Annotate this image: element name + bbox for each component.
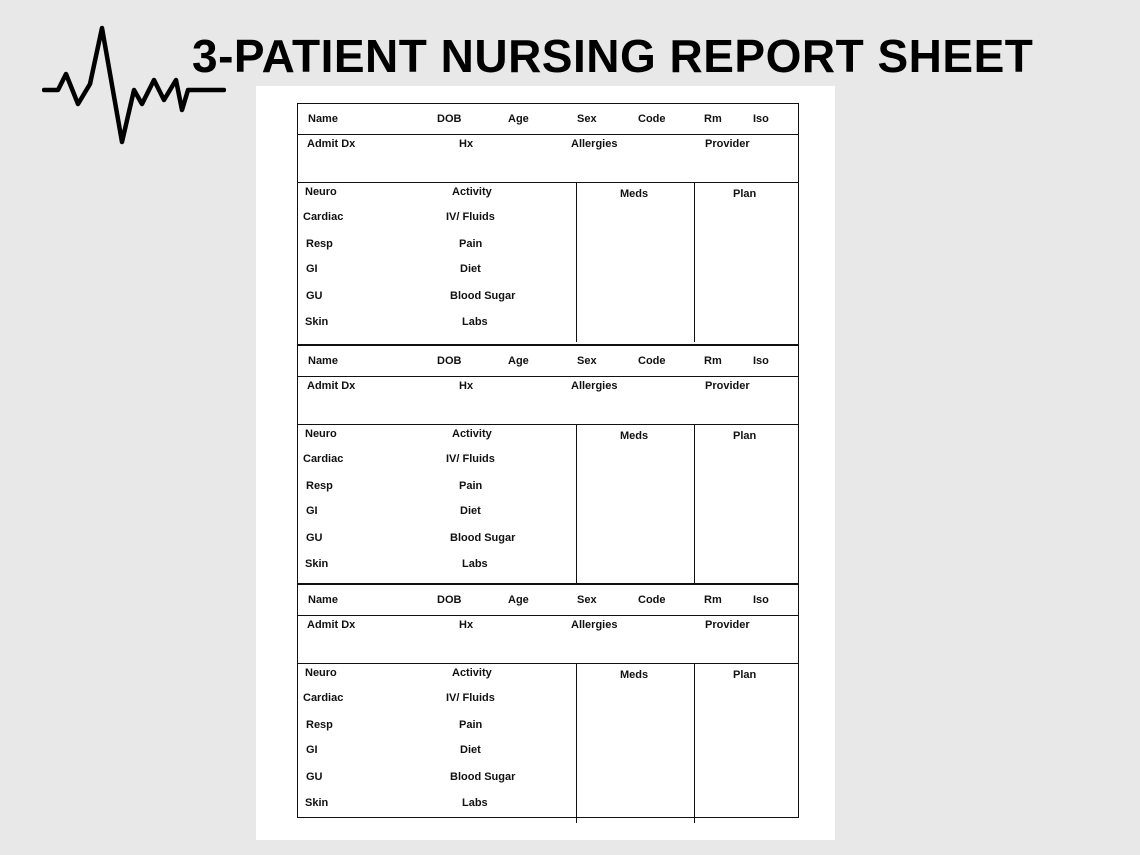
admit-dx-label: Admit Dx [307,619,356,631]
labs-label: Labs [462,316,488,328]
diet-label: Diet [460,263,481,275]
page-title: 3-PATIENT NURSING REPORT SHEET [192,30,1034,82]
cardiac-label: Cardiac [303,692,344,704]
plan-label: Plan [733,430,757,442]
meds-divider [576,183,577,342]
admit-dx-label: Admit Dx [307,138,356,150]
gu-label: GU [306,771,323,783]
resp-label: Resp [306,238,333,250]
sex-label: Sex [577,355,597,367]
hx-label: Hx [459,380,474,392]
iso-label: Iso [753,113,769,125]
meds-divider [576,664,577,823]
blood-sugar-label: Blood Sugar [450,290,516,302]
hx-label: Hx [459,138,474,150]
patient-block-3 [298,585,798,823]
patient-separator [298,344,798,346]
info-divider [298,663,798,664]
gu-label: GU [306,532,323,544]
iso-label: Iso [753,355,769,367]
labs-label: Labs [462,558,488,570]
skin-label: Skin [305,316,329,328]
neuro-label: Neuro [305,667,337,679]
hx-label: Hx [459,619,474,631]
neuro-label: Neuro [305,428,337,440]
allergies-label: Allergies [571,138,618,150]
name-label: Name [308,594,338,606]
meds-label: Meds [620,669,649,681]
rm-label: Rm [704,355,722,367]
age-label: Age [508,113,529,125]
info-divider [298,182,798,183]
header-divider [298,615,798,616]
iso-label: Iso [753,594,769,606]
rm-label: Rm [704,113,722,125]
activity-label: Activity [452,428,492,440]
sex-label: Sex [577,113,597,125]
pain-label: Pain [459,238,483,250]
age-label: Age [508,355,529,367]
gu-label: GU [306,290,323,302]
code-label: Code [638,113,666,125]
blood-sugar-label: Blood Sugar [450,532,516,544]
plan-divider [694,183,695,342]
provider-label: Provider [705,138,750,150]
provider-label: Provider [705,380,750,392]
plan-label: Plan [733,669,757,681]
iv-fluids-label: IV/ Fluids [446,453,495,465]
plan-divider [694,664,695,823]
activity-label: Activity [452,667,492,679]
meds-divider [576,425,577,584]
info-divider [298,424,798,425]
iv-fluids-label: IV/ Fluids [446,692,495,704]
blood-sugar-label: Blood Sugar [450,771,516,783]
diet-label: Diet [460,505,481,517]
dob-label: DOB [437,113,462,125]
gi-label: GI [306,744,318,756]
cardiac-label: Cardiac [303,453,344,465]
age-label: Age [508,594,529,606]
report-sheet [297,103,799,818]
pain-label: Pain [459,719,483,731]
patient-separator [298,583,798,585]
gi-label: GI [306,505,318,517]
name-label: Name [308,113,338,125]
meds-label: Meds [620,430,649,442]
dob-label: DOB [437,594,462,606]
sex-label: Sex [577,594,597,606]
resp-label: Resp [306,480,333,492]
pain-label: Pain [459,480,483,492]
dob-label: DOB [437,355,462,367]
cardiac-label: Cardiac [303,211,344,223]
iv-fluids-label: IV/ Fluids [446,211,495,223]
meds-label: Meds [620,188,649,200]
neuro-label: Neuro [305,186,337,198]
header-divider [298,376,798,377]
labs-label: Labs [462,797,488,809]
patient-block-2 [298,346,798,584]
code-label: Code [638,355,666,367]
skin-label: Skin [305,797,329,809]
provider-label: Provider [705,619,750,631]
rm-label: Rm [704,594,722,606]
header-divider [298,134,798,135]
resp-label: Resp [306,719,333,731]
patient-block-1 [298,104,798,342]
plan-divider [694,425,695,584]
gi-label: GI [306,263,318,275]
name-label: Name [308,355,338,367]
plan-label: Plan [733,188,757,200]
skin-label: Skin [305,558,329,570]
allergies-label: Allergies [571,380,618,392]
activity-label: Activity [452,186,492,198]
code-label: Code [638,594,666,606]
allergies-label: Allergies [571,619,618,631]
admit-dx-label: Admit Dx [307,380,356,392]
diet-label: Diet [460,744,481,756]
